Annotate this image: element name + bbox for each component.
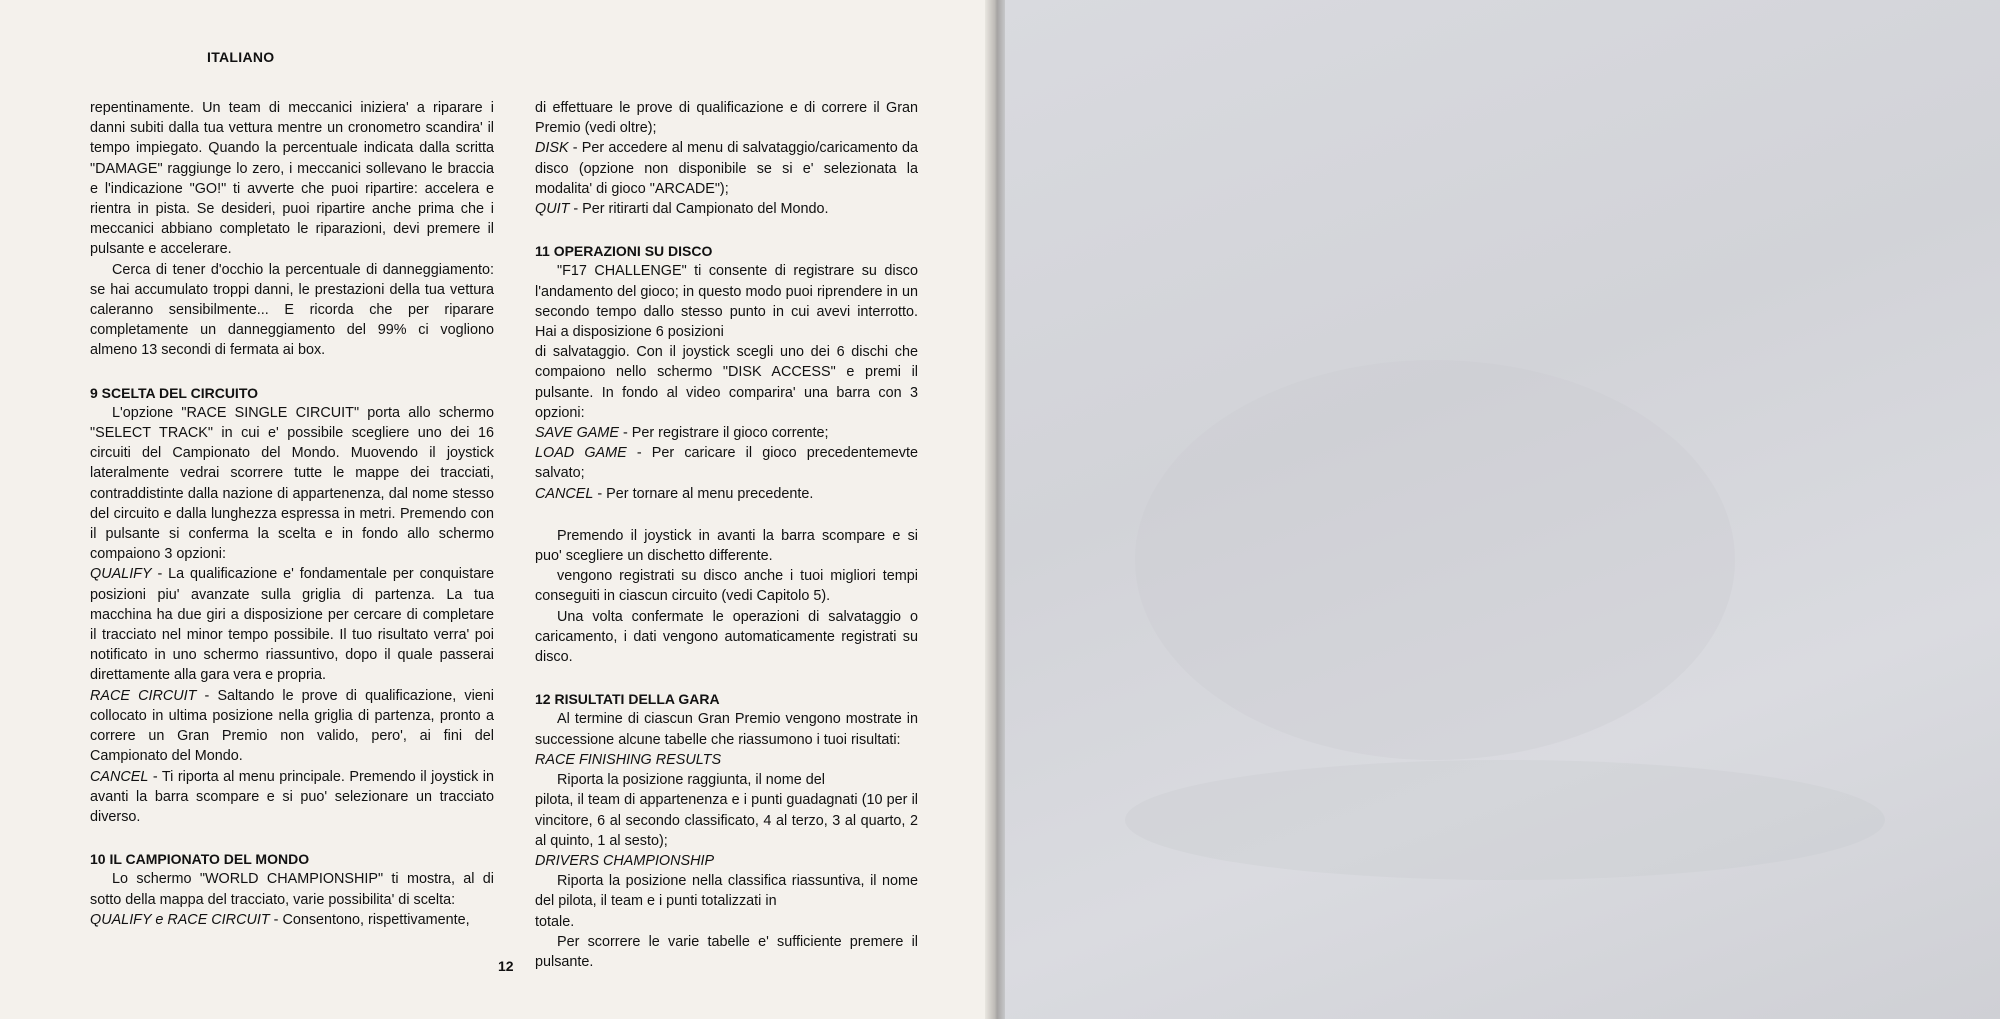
paragraph: totale.: [535, 913, 575, 930]
option-label: QUALIFY e RACE CIRCUIT: [90, 911, 270, 928]
option-text: - Consentono, rispettivamente,: [269, 911, 470, 928]
paragraph: Per scorrere le varie tabelle e' sufficiente premere il pulsante.: [535, 933, 918, 970]
table-name-drivers-championship: DRIVERS CHAMPIONSHIP: [535, 852, 715, 869]
paragraph: Cerca di tener d'occhio la percentuale di danneggiamento: se hai accumulato troppi danni, le prestazioni della tua vettura caleranno sensibilmente... E ricorda che per riparare completamente un danneggiamento del 99% ci vogliono almeno 13 secondi di fermata ai box.: [90, 261, 494, 359]
paragraph: di effettuare le prove di qualificazione e di correre il Gran Premio (vedi oltre);: [535, 100, 918, 137]
option-text: - La qualificazione e' fondamentale per conquistare posizioni piu' avanzate sulla griglia di partenza. La tua macchina ha due giri a disposizione per cercare di completare il tracciato nel minor tempo possibile. Il tuo risultato verra' poi notificato in uno schermo riassuntivo, dopo il quale passerai direttamente alla gara vera e propria.: [90, 566, 494, 684]
page-number: 12: [498, 958, 514, 974]
option-label: CANCEL: [90, 768, 149, 785]
right-text-column: [535, 98, 918, 972]
paragraph: Lo schermo "WORLD CHAMPIONSHIP" ti mostra, al di sotto della mappa del tracciato, varie possibilita' di scelta:: [90, 871, 494, 908]
option-disk: [535, 138, 918, 199]
option-text: - Per accedere al menu di salvataggio/caricamento da disco (opzione non disponibile se si e' selezionata la modalita' di gioco "ARCADE");: [535, 140, 918, 197]
table-name-race-results: RACE FINISHING RESULTS: [535, 751, 722, 768]
option-label: SAVE GAME: [535, 425, 619, 442]
language-header: ITALIANO: [207, 49, 275, 65]
section-heading-10: 10 IL CAMPIONATO DEL MONDO: [90, 851, 310, 868]
paragraph: Premendo il joystick in avanti la barra scompare e si puo' scegliere un dischetto differente.: [535, 527, 918, 565]
option-label: RACE CIRCUIT: [90, 687, 197, 704]
option-label: QUIT: [535, 201, 570, 218]
option-text: - Per ritirarti dal Campionato del Mondo.: [569, 201, 829, 218]
option-cancel: [535, 484, 918, 504]
option-quit: [535, 199, 918, 219]
paragraph: L'opzione "RACE SINGLE CIRCUIT" porta allo schermo "SELECT TRACK" in cui e' possibile scegliere uno dei 16 circuiti del Campionato del Mondo. Muovendo il joystick lateralmente vedrai scorrere tutte le mappe dei tracciati, contraddistinte dalla nazione di appartenenza, dal nome stesso del circuito e dalla lunghezza espressa in metri. Premendo con il pulsante si conferma la scelta e in fondo allo schermo compaiono 3 opzioni:: [90, 404, 494, 563]
paragraph: repentinamente. Un team di meccanici iniziera' a riparare i danni subiti dalla tua vettura mentre un cronometro scandira' il tempo impiegato. Quando la percentuale indicata dalla scritta "DAMAGE" raggiunge lo zero, i meccanici sollevano le braccia e l'indicazione "GO!" ti avverte che puoi ripartire: accelera e rientra in pista. Se desideri, puoi ripartire anche prima che i meccanici abbiano completato le riparazioni, devi premere il pulsante e accelerare.: [90, 100, 494, 258]
show-through-shadow: [1005, 0, 2000, 1019]
section-heading-9: 9 SCELTA DEL CIRCUITO: [90, 384, 259, 401]
paragraph: Riporta la posizione nella classifica riassuntiva, il nome del pilota, il team e i punti totalizzati in: [535, 873, 918, 910]
option-cancel: [90, 767, 494, 828]
paragraph: di salvataggio. Con il joystick scegli uno dei 6 dischi che compaiono nello schermo "DISK ACCESS" e premi il pulsante. In fondo al video comparira' una barra con 3 opzioni:: [535, 344, 918, 421]
book-gutter: [985, 0, 1007, 1019]
option-text: - Per tornare al menu precedente.: [593, 485, 814, 502]
option-qualify: [90, 564, 494, 685]
option-label: CANCEL: [535, 485, 594, 502]
paragraph: pilota, il team di appartenenza e i punti guadagnati (10 per il vincitore, 6 al secondo classificato, 4 al terzo, 3 al quarto, 2 al quinto, 1 al sesto);: [535, 792, 918, 849]
option-load-game: [535, 443, 918, 483]
left-page: [0, 0, 993, 1019]
paragraph: vengono registrati su disco anche i tuoi migliori tempi conseguiti in ciascun circuito (vedi Capitolo 5).: [535, 568, 918, 605]
paragraph: "F17 CHALLENGE" ti consente di registrare su disco l'andamento del gioco; in questo modo puoi riprendere in un secondo tempo dallo stesso punto in cui avevi interrotto. Hai a disposizione 6 posizioni: [535, 263, 918, 341]
option-label: QUALIFY: [90, 566, 152, 583]
section-heading-12: 12 RISULTATI DELLA GARA: [535, 691, 720, 708]
option-label: LOAD GAME: [535, 445, 627, 462]
option-text: - Per caricare il gioco precedentemevte salvato;: [535, 445, 918, 482]
left-text-column: [90, 98, 494, 930]
option-label: DISK: [535, 140, 569, 157]
section-heading-11: 11 OPERAZIONI SU DISCO: [535, 243, 713, 260]
option-text: - Per registrare il gioco corrente;: [618, 425, 829, 442]
option-save-game: [535, 423, 918, 443]
paragraph: Al termine di ciascun Gran Premio vengono mostrate in successione alcune tabelle che riassumono i tuoi risultati:: [535, 711, 918, 748]
right-page-blank: [1005, 0, 2000, 1019]
paragraph: Riporta la posizione raggiunta, il nome del: [557, 772, 825, 789]
option-text: - Saltando le prove di qualificazione, vieni collocato in ultima posizione nella griglia di partenza, pronto a correre un Gran Premio non valido, pero', ai fini del Campionato del Mondo.: [90, 687, 494, 765]
option-qualify-race: [90, 910, 494, 930]
option-race-circuit: [90, 686, 494, 767]
paragraph: Una volta confermate le operazioni di salvataggio o caricamento, i dati vengono automaticamente registrati su disco.: [535, 608, 918, 666]
option-text: - Ti riporta al menu principale. Premendo il joystick in avanti la barra scompare e si puo' selezionare un tracciato diverso.: [90, 768, 494, 825]
